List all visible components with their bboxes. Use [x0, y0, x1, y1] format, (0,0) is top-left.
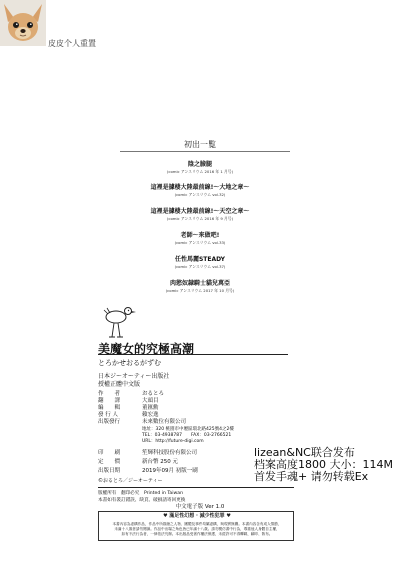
toc-item-source: (comic アンスリウム vol.32) — [174, 192, 226, 197]
avatar — [0, 0, 46, 46]
toc-item-title: 這裡是據棲大陸最前線!～天空之章～ — [150, 208, 250, 215]
toc-item — [0, 232, 400, 245]
credit-value: 大頭目 — [142, 398, 159, 404]
copyright-line: 本書如有裝訂錯誤、缺頁、破損請寄回更換 — [98, 498, 186, 503]
credit-value: おるとろ — [142, 391, 165, 397]
toc-item-title: 肉慾奴隸騎士貓兒萬亞 — [169, 280, 230, 287]
toc-item-title: 陰之臉腿 — [187, 161, 212, 168]
print-value: 笙輝科技股份有限公司 — [142, 450, 198, 456]
title-divider — [98, 354, 288, 355]
ebook-version: 中文電子版 Ver 1.0 — [175, 504, 225, 510]
copyright-divider — [98, 487, 294, 488]
toc-item — [0, 184, 400, 197]
toc-item-source: (comic アンスリウム 2016 年 9 月号) — [166, 216, 234, 221]
notice-line: 本書內容為虛構作品，作品中所描繪之人物、團體及事件均屬虛構，與現實無關。本書內容含有成人情節， — [112, 522, 282, 526]
toc-divider — [120, 151, 290, 152]
credit-key: 出版發行 — [98, 419, 121, 425]
notice-line: 如有不法行為者，一律依法究辦。本出版品受著作權法保護，未經許可不得轉載、翻印、散布。 — [121, 532, 273, 536]
credit-row — [98, 398, 159, 405]
toc-title: 初出一覧 — [184, 140, 216, 149]
book-reading: とろかせおるがずむ — [98, 359, 161, 367]
toc-item-source: (comic アンスリウム vol.33) — [174, 240, 226, 245]
release-note-line: 档案高度1800 大小：114M — [254, 458, 393, 471]
notice-line: 未滿十八歲者請勿閱讀。作品中出場之角色皆已年滿十八歲。請勿模仿書中行為，尊重他人身體自主權， — [114, 527, 280, 531]
publisher-jp: 日本ジーオーティー出版社 — [98, 373, 170, 380]
print-row — [98, 468, 198, 475]
toc-item — [0, 161, 400, 174]
toc-item — [0, 280, 400, 293]
toc-item-title: 這裡是據棲大陸最前線!～大地之章～ — [150, 184, 250, 191]
credit-value: 地址：320 桃園市中壢區環北路425號4之2樓 — [142, 427, 234, 432]
credit-row — [98, 405, 159, 412]
credit-value: 未來數位有限公司 — [142, 419, 187, 425]
print-key: 印 刷 — [98, 450, 121, 456]
publisher-tw: 授權正體中文版 — [98, 381, 141, 388]
slogan: ♥ 滿足性幻想 · 減少性犯罪 ♥ — [163, 513, 231, 519]
credit-row — [98, 419, 186, 426]
print-value: 2019年09月 初版一刷 — [142, 468, 198, 474]
credit-value: TEL：03-4938787 FAX：03-2766521 — [142, 433, 232, 438]
credit-row — [98, 391, 164, 398]
toc-item-source: (comic アンスリウム vol.37) — [174, 264, 226, 269]
book-title: 美魔女的究極高潮 — [98, 342, 195, 356]
credit-value: 賴宏逸 — [142, 412, 159, 418]
print-row — [98, 459, 178, 466]
print-row — [98, 450, 197, 457]
credit-row — [98, 438, 204, 445]
release-notes — [254, 447, 393, 483]
credit-key: 編 輯 — [98, 405, 121, 411]
credit-row — [98, 412, 159, 419]
credit-value: URL：http://future-digi.com — [142, 439, 204, 444]
watermark-name: 皮皮个人重置 — [48, 39, 96, 48]
print-key: 出版日期 — [98, 468, 121, 474]
toc-item-source: (comic アンスリウム 2017 年 10 月号) — [165, 288, 235, 293]
toc-item-title: 任性馬麗STEADY — [174, 256, 226, 263]
credit-key: 發 行 人 — [98, 412, 118, 418]
toc-item — [0, 208, 400, 221]
toc-item-source: (comic アンスリウム 2016 年 1 月号) — [166, 169, 234, 174]
notice-box — [98, 511, 294, 541]
mascot-bird-icon — [98, 304, 138, 340]
copyright-line: 版權所有 翻印必究 Printed in Taiwan — [98, 491, 183, 496]
print-key: 定 價 — [98, 459, 121, 465]
credit-value: 董匯勳 — [142, 405, 159, 411]
copyright-line: ©おるとろ／ジーオーティー — [98, 478, 163, 484]
toc-item-title: 老師～來做吧! — [180, 232, 220, 239]
credit-key: 翻 譯 — [98, 398, 121, 404]
print-value: 新台幣 250 元 — [142, 459, 178, 465]
credit-key: 作 者 — [98, 391, 121, 397]
release-note-line: 首发手魂+ 请勿转载Ex — [254, 470, 369, 483]
release-note-line: lizean&NC联合发布 — [254, 446, 355, 459]
toc-item — [0, 256, 400, 269]
